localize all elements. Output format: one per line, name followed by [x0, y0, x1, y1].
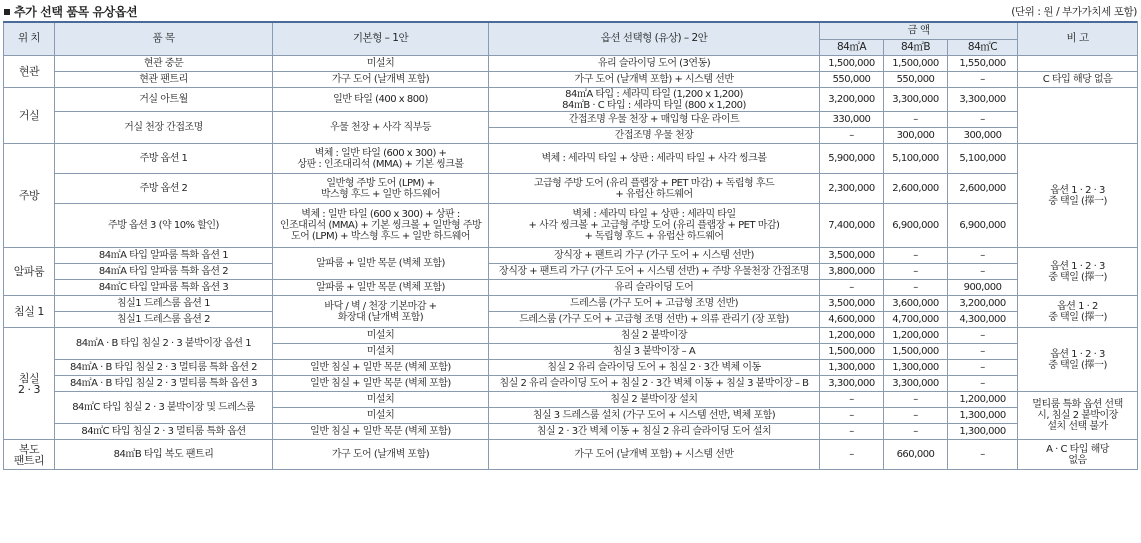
- note-cell: 옵션 1 · 2 · 3 중 택일 (擇一): [1018, 144, 1138, 248]
- basic-cell: 우물 천장 + 사각 직부등: [273, 112, 489, 144]
- price-c-cell: –: [948, 376, 1018, 392]
- col-header-basic: 기본형 – 1안: [273, 22, 489, 56]
- table-title: [4, 3, 137, 20]
- price-a-cell: –: [820, 392, 884, 408]
- price-c-cell: 3,300,000: [948, 88, 1018, 112]
- note-cell: 옵션 1 · 2 · 3 중 택일 (擇一): [1018, 248, 1138, 296]
- note-cell: C 타입 해당 없음: [1018, 72, 1138, 88]
- item-cell: 84㎡A · B 타입 침실 2 · 3 멀티룸 특화 옵션 3: [55, 376, 273, 392]
- price-a-cell: 1,500,000: [820, 344, 884, 360]
- item-cell: 주방 옵션 3 (약 10% 할인): [55, 204, 273, 248]
- price-c-cell: –: [948, 112, 1018, 128]
- item-cell: 84㎡C 타입 침실 2 · 3 멀티룸 특화 옵션: [55, 424, 273, 440]
- note-cell: A · C 타입 해당 없음: [1018, 440, 1138, 470]
- price-c-cell: –: [948, 248, 1018, 264]
- table-row: [4, 72, 1138, 88]
- price-b-cell: 6,900,000: [884, 204, 948, 248]
- note-cell: 옵션 1 · 2 중 택일 (擇一): [1018, 296, 1138, 328]
- price-a-cell: 3,500,000: [820, 248, 884, 264]
- table-row: [4, 312, 1138, 328]
- price-b-cell: 1,500,000: [884, 56, 948, 72]
- price-c-cell: 1,300,000: [948, 424, 1018, 440]
- option-cell: 침실 2 유리 슬라이딩 도어 + 침실 2 · 3간 벽체 이동: [489, 360, 820, 376]
- location-cell: 주방: [4, 144, 55, 248]
- price-b-cell: 550,000: [884, 72, 948, 88]
- price-b-cell: –: [884, 248, 948, 264]
- price-c-cell: 900,000: [948, 280, 1018, 296]
- option-cell: 침실 2 유리 슬라이딩 도어 + 침실 2 · 3간 벽체 이동 + 침실 3 붙박이장 – B: [489, 376, 820, 392]
- price-b-cell: 1,500,000: [884, 344, 948, 360]
- header-rule: [3, 21, 1137, 23]
- table-row: [4, 392, 1138, 408]
- price-c-cell: –: [948, 360, 1018, 376]
- item-cell: 84㎡A 타입 알파룸 특화 옵션 2: [55, 264, 273, 280]
- basic-cell: 바닥 / 벽 / 천장 기본마감 + 화장대 (날개벽 포함): [273, 296, 489, 328]
- option-cell: 유리 슬라이딩 도어 (3연동): [489, 56, 820, 72]
- col-header-note: 비 고: [1018, 22, 1138, 56]
- basic-cell: 가구 도어 (날개벽 포함): [273, 440, 489, 470]
- option-cell: 침실 2 · 3간 벽체 이동 + 침실 2 유리 슬라이딩 도어 설치: [489, 424, 820, 440]
- option-cell: 84㎡A 타입 : 세라믹 타일 (1,200 x 1,200) 84㎡B · C 타입 : 세라믹 타일 (800 x 1,200): [489, 88, 820, 112]
- price-a-cell: –: [820, 408, 884, 424]
- col-header-84b: 84㎡B: [884, 40, 948, 56]
- option-cell: 유리 슬라이딩 도어: [489, 280, 820, 296]
- item-cell: 현관 팬트리: [55, 72, 273, 88]
- price-b-cell: 3,300,000: [884, 88, 948, 112]
- basic-cell: 알파룸 + 일반 목문 (벽체 포함): [273, 280, 489, 296]
- price-a-cell: 2,300,000: [820, 174, 884, 204]
- table-title-text: 추가 선택 품목 유상옵션: [14, 5, 138, 19]
- item-cell: 84㎡A 타입 알파룸 특화 옵션 1: [55, 248, 273, 264]
- table-row: [4, 264, 1138, 280]
- location-cell: 알파룸: [4, 248, 55, 296]
- item-cell: 84㎡A · B 타입 침실 2 · 3 멀티룸 특화 옵션 2: [55, 360, 273, 376]
- price-b-cell: 4,700,000: [884, 312, 948, 328]
- option-cell: 간접조명 우물 천장: [489, 128, 820, 144]
- item-cell: 84㎡B 타입 복도 팬트리: [55, 440, 273, 470]
- col-header-option: 옵션 선택형 (유상) – 2안: [489, 22, 820, 56]
- basic-cell: 일반 타일 (400 x 800): [273, 88, 489, 112]
- option-cell: 침실 2 붙박이장: [489, 328, 820, 344]
- option-cell: 벽체 : 세라믹 타일 + 상판 : 세라믹 타일 + 사각 씽크볼: [489, 144, 820, 174]
- price-b-cell: –: [884, 408, 948, 424]
- item-cell: 거실 천장 간접조명: [55, 112, 273, 144]
- col-header-84a: 84㎡A: [820, 40, 884, 56]
- table-row: [4, 56, 1138, 72]
- basic-cell: 미설치: [273, 56, 489, 72]
- option-cell: 가구 도어 (날개벽 포함) + 시스템 선반: [489, 72, 820, 88]
- option-price-table: [3, 21, 1138, 470]
- table-row: [4, 112, 1138, 128]
- location-cell: 현관: [4, 56, 55, 88]
- price-a-cell: 7,400,000: [820, 204, 884, 248]
- option-cell: 간접조명 우물 천장 + 매입형 다운 라이트: [489, 112, 820, 128]
- table-row: [4, 88, 1138, 112]
- price-b-cell: 3,600,000: [884, 296, 948, 312]
- table-row: [4, 424, 1138, 440]
- price-c-cell: –: [948, 440, 1018, 470]
- option-cell: 벽체 : 세라믹 타일 + 상판 : 세라믹 타일 + 사각 씽크볼 + 고급형 주방 도어 (유리 플랩장 + PET 마감) + 독립형 후드 + 유럽산 하드웨어: [489, 204, 820, 248]
- col-header-amount: 금 액: [820, 22, 1018, 40]
- price-b-cell: –: [884, 424, 948, 440]
- table-row: [4, 328, 1138, 344]
- item-cell: 주방 옵션 1: [55, 144, 273, 174]
- table-row: [4, 174, 1138, 204]
- basic-cell: 미설치: [273, 328, 489, 344]
- price-c-cell: 4,300,000: [948, 312, 1018, 328]
- price-b-cell: –: [884, 112, 948, 128]
- price-a-cell: 3,800,000: [820, 264, 884, 280]
- table-row: [4, 376, 1138, 392]
- price-b-cell: –: [884, 392, 948, 408]
- col-header-item: 품 목: [55, 22, 273, 56]
- basic-cell: 미설치: [273, 344, 489, 360]
- col-header-location: 위 치: [4, 22, 55, 56]
- price-c-cell: 1,300,000: [948, 408, 1018, 424]
- price-a-cell: 1,300,000: [820, 360, 884, 376]
- price-a-cell: –: [820, 280, 884, 296]
- col-header-84c: 84㎡C: [948, 40, 1018, 56]
- price-a-cell: 3,500,000: [820, 296, 884, 312]
- price-b-cell: 2,600,000: [884, 174, 948, 204]
- location-cell: 침실 1: [4, 296, 55, 328]
- basic-cell: 벽체 : 일반 타일 (600 x 300) + 상판 : 인조대리석 (MMA) + 기본 씽크볼: [273, 144, 489, 174]
- price-a-cell: 1,500,000: [820, 56, 884, 72]
- option-cell: 장식장 + 팬트리 가구 (가구 도어 + 시스템 선반) + 주방 우물천장 간접조명: [489, 264, 820, 280]
- note-cell: 옵션 1 · 2 · 3 중 택일 (擇一): [1018, 328, 1138, 392]
- basic-cell: 일반 침실 + 일반 목문 (벽체 포함): [273, 360, 489, 376]
- price-b-cell: 1,300,000: [884, 360, 948, 376]
- price-c-cell: 300,000: [948, 128, 1018, 144]
- table-row: [4, 296, 1138, 312]
- option-cell: 드레스룸 (가구 도어 + 고급형 조명 선반): [489, 296, 820, 312]
- price-c-cell: –: [948, 72, 1018, 88]
- price-a-cell: 3,300,000: [820, 376, 884, 392]
- basic-cell: 미설치: [273, 408, 489, 424]
- basic-cell: 일반형 주방 도어 (LPM) + 박스형 후드 + 일반 하드웨어: [273, 174, 489, 204]
- header-bar: [0, 0, 1141, 22]
- basic-cell: 일반 침실 + 일반 목문 (벽체 포함): [273, 424, 489, 440]
- price-c-cell: 1,550,000: [948, 56, 1018, 72]
- option-cell: 고급형 주방 도어 (유리 플랩장 + PET 마감) + 독립형 후드 + 유럽산 하드웨어: [489, 174, 820, 204]
- price-a-cell: 550,000: [820, 72, 884, 88]
- note-cell: [1018, 56, 1138, 72]
- table-row: [4, 144, 1138, 174]
- price-b-cell: 300,000: [884, 128, 948, 144]
- price-b-cell: –: [884, 280, 948, 296]
- basic-cell: 알파룸 + 일반 목문 (벽체 포함): [273, 248, 489, 280]
- price-c-cell: –: [948, 344, 1018, 360]
- item-cell: 거실 아트월: [55, 88, 273, 112]
- price-c-cell: 2,600,000: [948, 174, 1018, 204]
- price-c-cell: –: [948, 328, 1018, 344]
- option-cell: 침실 3 드레스룸 설치 (가구 도어 + 시스템 선반, 벽체 포함): [489, 408, 820, 424]
- item-cell: 84㎡C 타입 알파룸 특화 옵션 3: [55, 280, 273, 296]
- location-cell: 복도 팬트리: [4, 440, 55, 470]
- note-cell: 멀티룸 특화 옵션 선택 시, 침실 2 붙박이장 설치 선택 불가: [1018, 392, 1138, 440]
- item-cell: 84㎡A · B 타입 침실 2 · 3 붙박이장 옵션 1: [55, 328, 273, 360]
- price-a-cell: –: [820, 424, 884, 440]
- option-cell: 침실 2 붙박이장 설치: [489, 392, 820, 408]
- option-cell: 장식장 + 팬트리 가구 (가구 도어 + 시스템 선반): [489, 248, 820, 264]
- price-a-cell: 3,200,000: [820, 88, 884, 112]
- price-b-cell: –: [884, 264, 948, 280]
- item-cell: 84㎡C 타입 침실 2 · 3 붙박이장 및 드레스룸: [55, 392, 273, 424]
- price-a-cell: 1,200,000: [820, 328, 884, 344]
- option-cell: 가구 도어 (날개벽 포함) + 시스템 선반: [489, 440, 820, 470]
- location-cell: 거실: [4, 88, 55, 144]
- price-b-cell: 1,200,000: [884, 328, 948, 344]
- price-a-cell: –: [820, 440, 884, 470]
- item-cell: 주방 옵션 2: [55, 174, 273, 204]
- price-c-cell: 6,900,000: [948, 204, 1018, 248]
- note-cell: [1018, 88, 1138, 144]
- table-row: [4, 248, 1138, 264]
- table-row: [4, 280, 1138, 296]
- location-cell: 침실 2 · 3: [4, 328, 55, 440]
- item-cell: 현관 중문: [55, 56, 273, 72]
- square-bullet-icon: [4, 9, 10, 15]
- basic-cell: 일반 침실 + 일반 목문 (벽체 포함): [273, 376, 489, 392]
- item-cell: 침실1 드레스룸 옵션 1: [55, 296, 273, 312]
- option-cell: 침실 3 붙박이장 – A: [489, 344, 820, 360]
- option-cell: 드레스룸 (가구 도어 + 고급형 조명 선반) + 의류 관리기 (장 포함): [489, 312, 820, 328]
- price-c-cell: 3,200,000: [948, 296, 1018, 312]
- table-row: [4, 204, 1138, 248]
- table-row: [4, 440, 1138, 470]
- price-b-cell: 5,100,000: [884, 144, 948, 174]
- price-c-cell: 1,200,000: [948, 392, 1018, 408]
- basic-cell: 벽체 : 일반 타일 (600 x 300) + 상판 : 인조대리석 (MMA) + 기본 씽크볼 + 일반형 주방 도어 (LPM) + 박스형 후드 + 일반 하드웨어: [273, 204, 489, 248]
- table-row: [4, 360, 1138, 376]
- price-a-cell: 330,000: [820, 112, 884, 128]
- item-cell: 침실1 드레스룸 옵션 2: [55, 312, 273, 328]
- price-a-cell: 5,900,000: [820, 144, 884, 174]
- price-c-cell: 5,100,000: [948, 144, 1018, 174]
- basic-cell: 미설치: [273, 392, 489, 408]
- unit-note: (단위 : 원 / 부가가치세 포함): [1011, 6, 1137, 18]
- price-b-cell: 3,300,000: [884, 376, 948, 392]
- price-a-cell: 4,600,000: [820, 312, 884, 328]
- price-a-cell: –: [820, 128, 884, 144]
- price-b-cell: 660,000: [884, 440, 948, 470]
- basic-cell: 가구 도어 (날개벽 포함): [273, 72, 489, 88]
- price-c-cell: –: [948, 264, 1018, 280]
